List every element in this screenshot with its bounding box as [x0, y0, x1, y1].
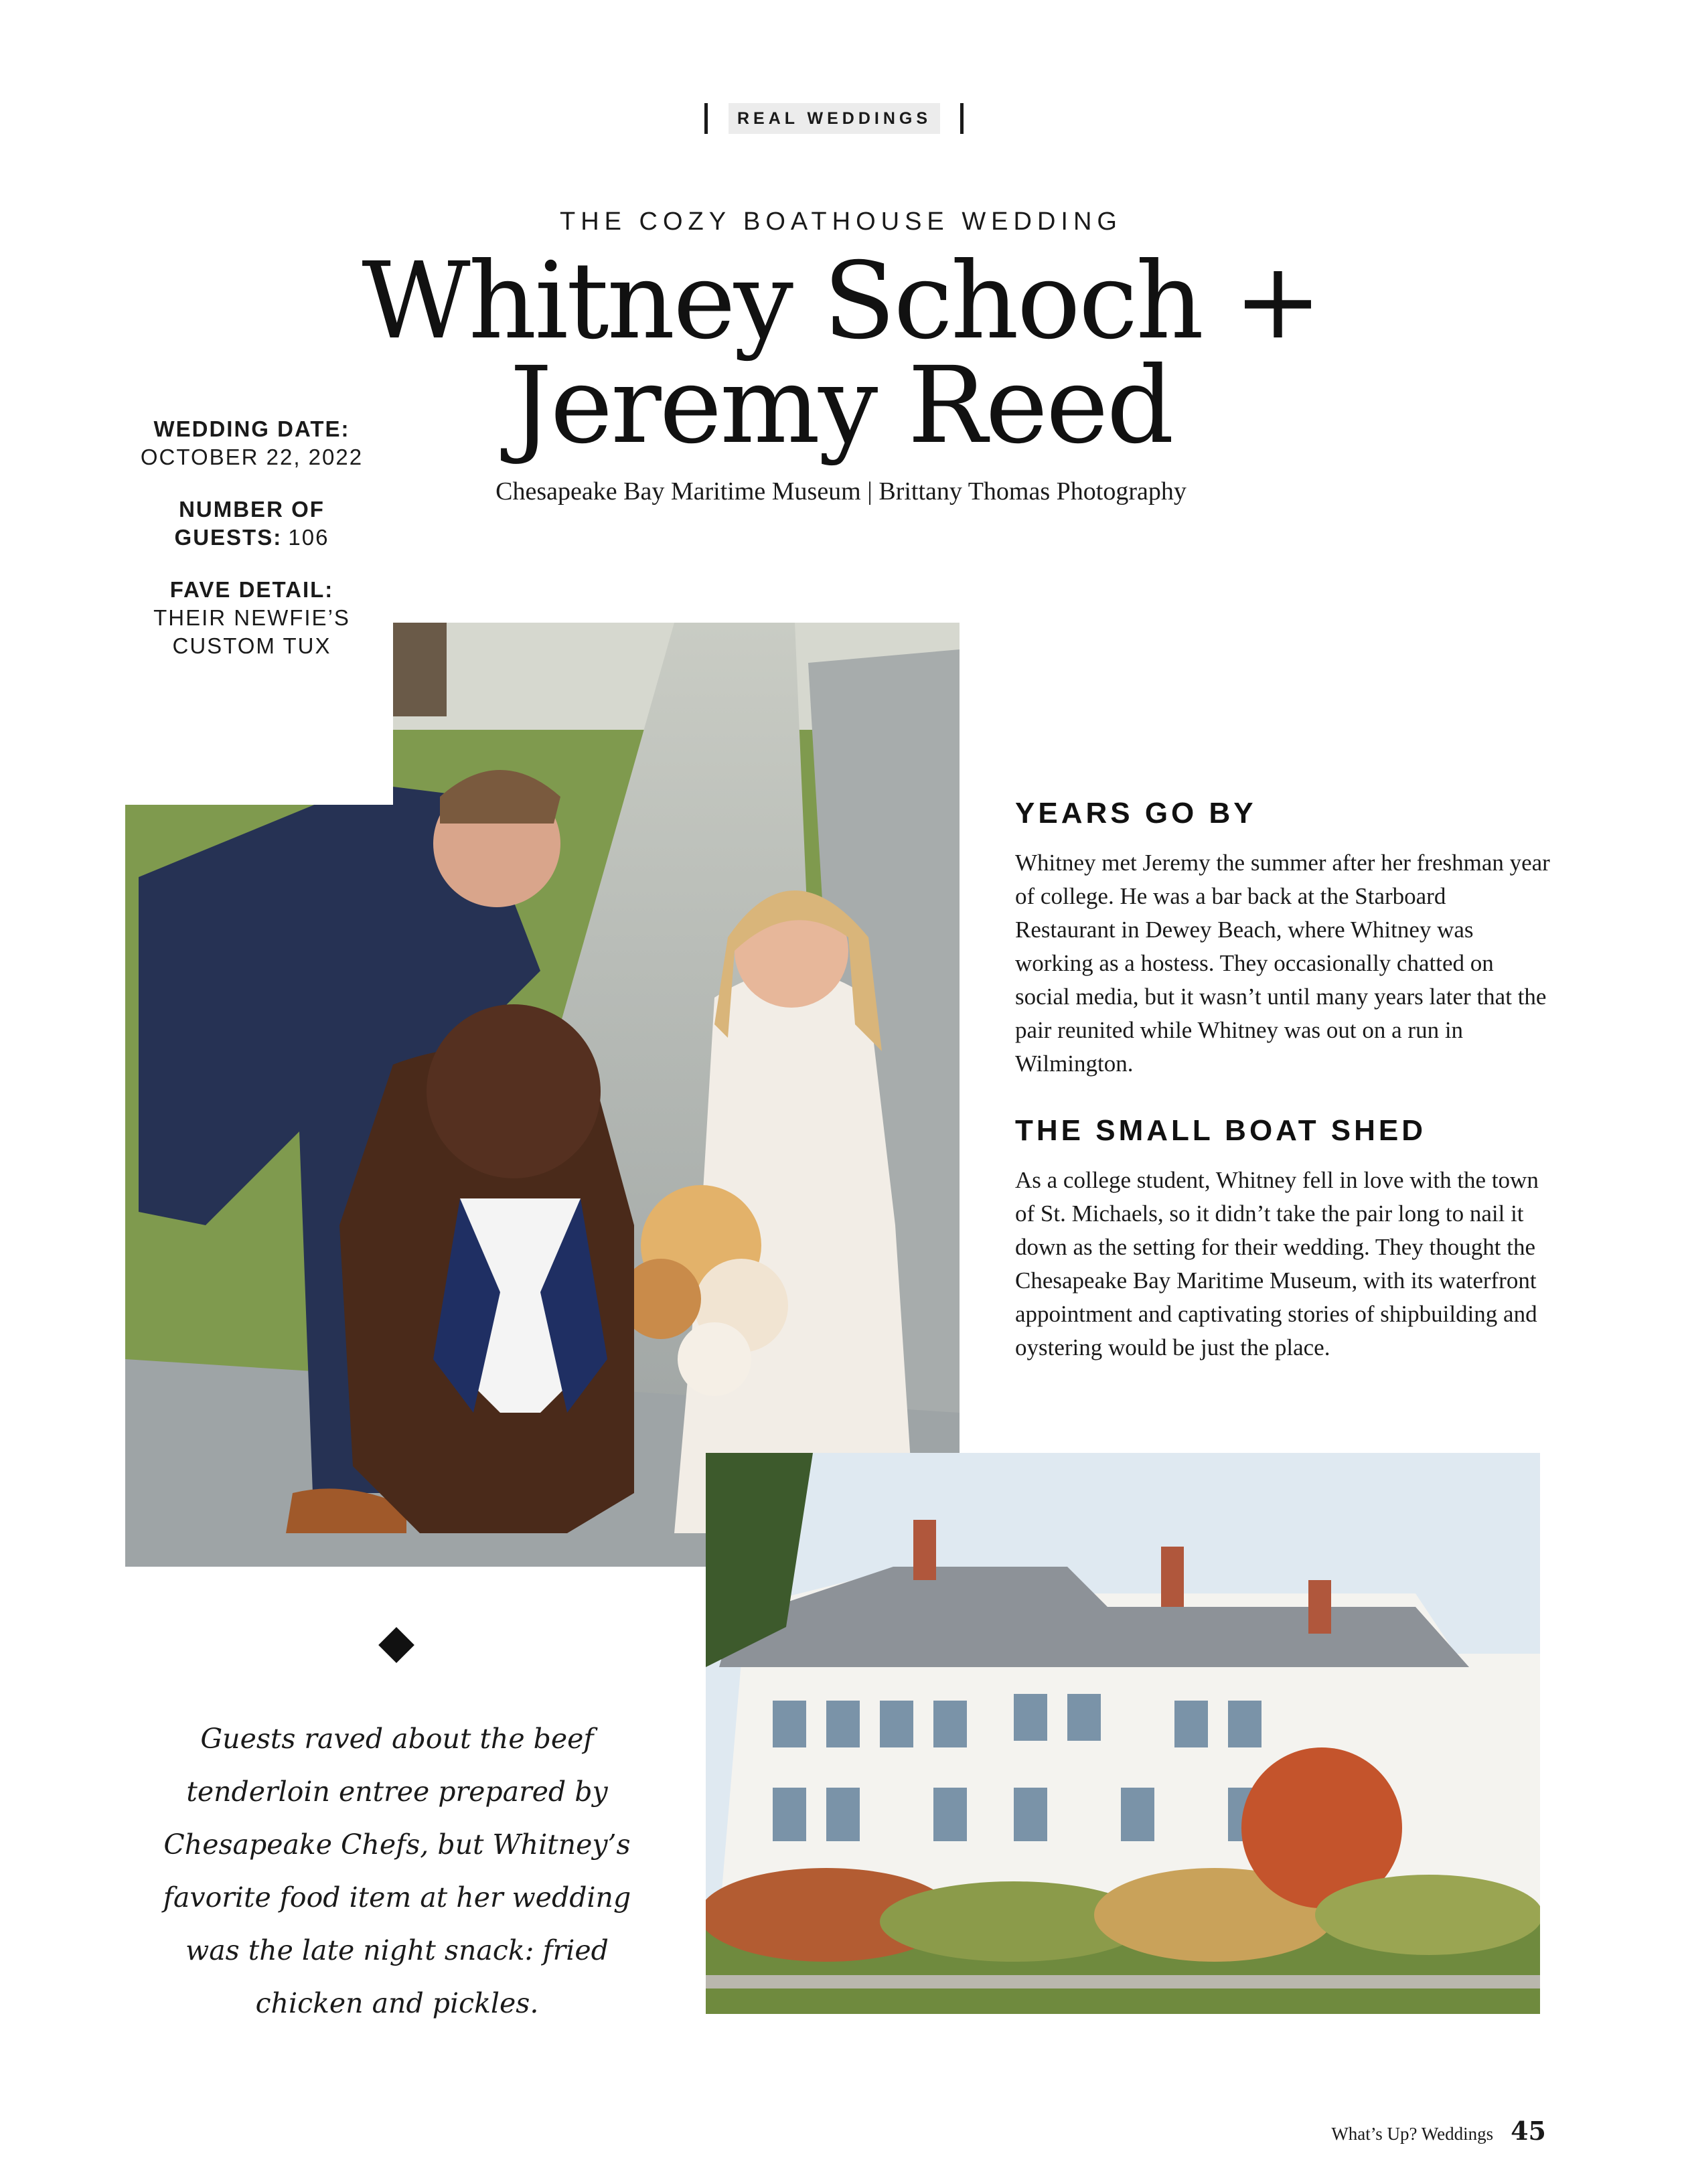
wedding-facts: [131, 415, 372, 684]
museum-building-photo: [706, 1453, 1540, 2014]
section-heading: YEARS GO BY: [1015, 797, 1257, 830]
publication-name: What’s Up? Weddings: [1331, 2124, 1494, 2144]
tag-divider-right: [960, 103, 964, 134]
fact-label: FAVE DETAIL:: [169, 577, 334, 602]
section-heading: THE SMALL BOAT SHED: [1015, 1114, 1427, 1147]
fact-value: OCTOBER 22, 2022: [140, 445, 364, 469]
diamond-ornament-icon: [378, 1627, 414, 1663]
section-body: As a college student, Whitney fell in love with the town of St. Michaels, so it didn’t take the pair long to nail it down as the setting for their wedding. They thought the Chesapeake Bay Maritime Museum, with its waterfront appointment and captivating stories of shipbuilding and oystering would be just the place.: [1015, 1167, 1539, 1360]
section-tag-label: REAL WEDDINGS: [729, 103, 940, 134]
page-folio: [1331, 2116, 1546, 2146]
title-line-1: Whitney Schoch +: [362, 240, 1320, 363]
fact-label: NUMBER OF GUESTS:: [174, 497, 325, 550]
photo-credits: Chesapeake Bay Maritime Museum | Brittany Thomas Photography: [495, 477, 1187, 505]
couple-photo-illustration: [125, 623, 960, 1567]
fact-fave-detail: [131, 576, 372, 660]
section-small-boat-shed: [1015, 1114, 1551, 1364]
tag-divider-left: [704, 103, 708, 134]
article-title: [305, 240, 1377, 467]
fact-wedding-date: [131, 415, 372, 471]
section-years-go-by: [1015, 797, 1551, 1081]
fact-label: WEDDING DATE:: [153, 416, 350, 441]
couple-with-dog-photo: [125, 623, 960, 1567]
article-kicker: THE COZY BOATHOUSE WEDDING: [560, 208, 1122, 236]
section-tag: [0, 99, 1682, 139]
museum-photo-illustration: [706, 1453, 1540, 2014]
fact-value: THEIR NEWFIE’S CUSTOM TUX: [153, 605, 350, 658]
fact-value: 106: [288, 525, 329, 550]
section-body: Whitney met Jeremy the summer after her freshman year of college. He was a bar back at the Starboard Restaurant in Dewey Beach, where Whitney was working as a hostess. They occasionally chatted on social media, but it wasn’t until many years later that the pair reunited while Whitney was out on a run in Wilmington.: [1015, 850, 1550, 1077]
pull-quote: Guests raved about the beef tenderloin entree prepared by Chesapeake Chefs, but Whitney’s favorite food item at her wedding was the late night snack: fried chicken and pickles.: [163, 1723, 631, 2019]
title-line-2: Jeremy Reed: [510, 344, 1172, 467]
page-number: 45: [1511, 2116, 1546, 2146]
fact-guest-count: [131, 495, 372, 552]
